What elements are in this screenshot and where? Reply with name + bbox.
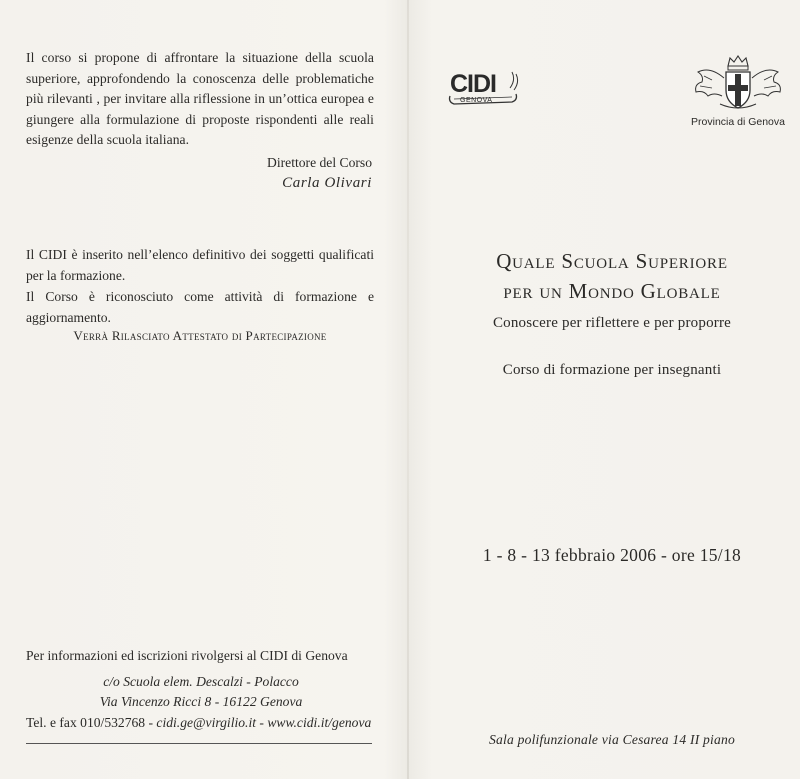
- cidi-logo-text: CIDI: [450, 70, 496, 98]
- director-name: Carla Olivari: [282, 175, 372, 191]
- contacts-line: [26, 713, 376, 733]
- accreditation-text: Il CIDI è inserito nell’elenco definitivo dei soggetti qualificati per la formazione.: [26, 247, 374, 283]
- email-link[interactable]: cidi.ge@virgilio.it: [156, 715, 257, 730]
- address-line-2: Via Vincenzo Ricci 8 - 16122 Genova: [99, 693, 303, 709]
- course-type: Corso di formazione per insegnanti: [502, 362, 722, 378]
- title-line-1: Quale Scuola Superiore: [496, 249, 728, 273]
- course-title: [430, 246, 794, 306]
- director-label: Direttore del Corso: [267, 155, 372, 170]
- intro-paragraph: Il corso si propone di affrontare la situazione della scuola superiore, approfondendo la conoscenza delle problematiche più rilevanti , per invitare alla riflessione in un’ottica europea e giungere alla formulazione di proposte rispondenti alle reali esigenze della scuola italiana.: [26, 50, 374, 147]
- website-link[interactable]: www.cidi.it/genova: [267, 715, 372, 730]
- course-subtitle: Conoscere per riflettere e per proporre: [492, 315, 732, 331]
- course-venue: Sala polifunzionale via Cesarea 14 II piano: [489, 732, 735, 747]
- contacts-separator: -: [256, 715, 268, 730]
- bottom-rule: [26, 743, 372, 744]
- director-block: [26, 153, 372, 193]
- accreditation-block: [26, 245, 374, 328]
- provincia-label: Provincia di Genova: [691, 116, 785, 128]
- cidi-logo-sub: GENOVA: [460, 97, 493, 104]
- address-line-1: c/o Scuola elem. Descalzi - Polacco: [103, 674, 299, 689]
- course-dates: 1 - 8 - 13 febbraio 2006 - ore 15/18: [482, 545, 742, 565]
- info-intro: Per informazioni ed iscrizioni rivolgersi al CIDI di Genova: [26, 648, 348, 663]
- fold-line: [407, 0, 409, 779]
- phone-fax: Tel. e fax 010/532768 -: [26, 715, 157, 730]
- contact-info: [26, 645, 376, 733]
- cidi-logo: [446, 66, 520, 108]
- certificate-notice: Verrà Rilasciato Attestato di Partecipazione: [73, 328, 327, 343]
- course-description: [26, 48, 374, 151]
- recognition-text: Il Corso è riconosciuto come attività di formazione e aggiornamento.: [26, 289, 374, 325]
- title-line-2: per un Mondo Globale: [503, 279, 721, 303]
